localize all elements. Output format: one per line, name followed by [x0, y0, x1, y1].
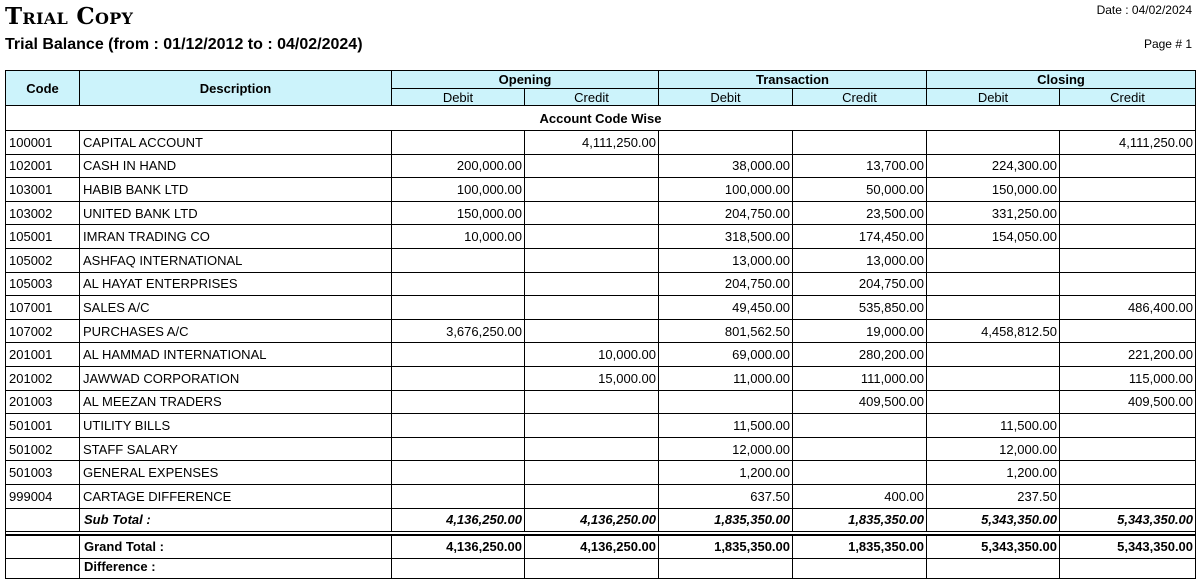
- cell-opening-debit: 100,000.00: [392, 178, 525, 202]
- cell-transaction-debit: 13,000.00: [659, 248, 793, 272]
- cell-transaction-credit: 50,000.00: [793, 178, 927, 202]
- cell-opening-debit: [392, 366, 525, 390]
- cell-transaction-credit: 204,750.00: [793, 272, 927, 296]
- cell-transaction-debit: 204,750.00: [659, 272, 793, 296]
- col-header-opening-credit: Credit: [525, 89, 659, 106]
- cell-opening-debit: [392, 437, 525, 461]
- cell-opening-credit: [525, 272, 659, 296]
- grand-total-row-code-cell: [6, 535, 80, 559]
- cell-transaction-debit: 318,500.00: [659, 225, 793, 249]
- cell-transaction-debit: 637.50: [659, 484, 793, 508]
- col-header-transaction-debit: Debit: [659, 89, 793, 106]
- cell-opening-debit: [392, 272, 525, 296]
- grand-total-row-transaction-debit: 1,835,350.00: [659, 535, 793, 559]
- cell-closing-credit: [1060, 484, 1196, 508]
- cell-description: STAFF SALARY: [80, 437, 392, 461]
- cell-transaction-debit: 801,562.50: [659, 319, 793, 343]
- report-date: Date : 04/02/2024: [1096, 3, 1192, 17]
- cell-transaction-debit: [659, 131, 793, 155]
- page-number: Page # 1: [1143, 37, 1192, 51]
- cell-opening-debit: [392, 484, 525, 508]
- cell-closing-debit: 154,050.00: [927, 225, 1060, 249]
- cell-description: JAWWAD CORPORATION: [80, 366, 392, 390]
- cell-transaction-credit: [793, 437, 927, 461]
- cell-opening-credit: [525, 178, 659, 202]
- col-header-closing-debit: Debit: [927, 89, 1060, 106]
- group-header-opening: Opening: [392, 71, 659, 89]
- difference-row-transaction-credit: [793, 559, 927, 579]
- cell-opening-credit: 15,000.00: [525, 366, 659, 390]
- cell-code: 105003: [6, 272, 80, 296]
- col-header-description: Description: [80, 71, 392, 106]
- cell-transaction-credit: 13,700.00: [793, 154, 927, 178]
- cell-code: 103002: [6, 201, 80, 225]
- subtotal-row-label: Sub Total :: [80, 508, 392, 532]
- cell-opening-credit: [525, 248, 659, 272]
- subtotal-row-transaction-debit: 1,835,350.00: [659, 508, 793, 532]
- subtotal-row-closing-debit: 5,343,350.00: [927, 508, 1060, 532]
- col-header-opening-debit: Debit: [392, 89, 525, 106]
- col-header-closing-credit: Credit: [1060, 89, 1196, 106]
- cell-closing-credit: [1060, 154, 1196, 178]
- difference-row-transaction-debit: [659, 559, 793, 579]
- cell-code: 201003: [6, 390, 80, 414]
- cell-description: CARTAGE DIFFERENCE: [80, 484, 392, 508]
- difference-row-opening-credit: [525, 559, 659, 579]
- cell-opening-debit: [392, 131, 525, 155]
- cell-closing-credit: 409,500.00: [1060, 390, 1196, 414]
- grand-total-row-opening-credit: 4,136,250.00: [525, 535, 659, 559]
- cell-transaction-debit: 11,000.00: [659, 366, 793, 390]
- cell-code: 102001: [6, 154, 80, 178]
- subtotal-row-transaction-credit: 1,835,350.00: [793, 508, 927, 532]
- cell-opening-debit: [392, 414, 525, 438]
- cell-closing-debit: [927, 131, 1060, 155]
- cell-description: PURCHASES A/C: [80, 319, 392, 343]
- cell-code: 999004: [6, 484, 80, 508]
- cell-opening-debit: [392, 461, 525, 485]
- grand-total-row-closing-credit: 5,343,350.00: [1060, 535, 1196, 559]
- cell-opening-credit: [525, 225, 659, 249]
- cell-transaction-credit: 174,450.00: [793, 225, 927, 249]
- cell-opening-credit: 10,000.00: [525, 343, 659, 367]
- cell-closing-debit: [927, 248, 1060, 272]
- cell-closing-debit: [927, 343, 1060, 367]
- table-row: [6, 296, 1196, 320]
- cell-opening-debit: [392, 296, 525, 320]
- cell-description: HABIB BANK LTD: [80, 178, 392, 202]
- cell-code: 107001: [6, 296, 80, 320]
- table-row: [6, 484, 1196, 508]
- col-header-transaction-credit: Credit: [793, 89, 927, 106]
- cell-opening-debit: [392, 343, 525, 367]
- cell-closing-credit: 4,111,250.00: [1060, 131, 1196, 155]
- subtotal-row-code-cell: [6, 508, 80, 532]
- table-row: [6, 414, 1196, 438]
- cell-code: 501001: [6, 414, 80, 438]
- cell-closing-debit: 237.50: [927, 484, 1060, 508]
- cell-code: 105002: [6, 248, 80, 272]
- cell-closing-credit: [1060, 248, 1196, 272]
- cell-closing-credit: [1060, 178, 1196, 202]
- cell-opening-debit: [392, 390, 525, 414]
- subtotal-row-opening-debit: 4,136,250.00: [392, 508, 525, 532]
- cell-opening-credit: [525, 484, 659, 508]
- grand-total-row-closing-debit: 5,343,350.00: [927, 535, 1060, 559]
- table-row: [6, 272, 1196, 296]
- cell-description: AL HAYAT ENTERPRISES: [80, 272, 392, 296]
- cell-closing-debit: 11,500.00: [927, 414, 1060, 438]
- subtotal-row-closing-credit: 5,343,350.00: [1060, 508, 1196, 532]
- cell-description: GENERAL EXPENSES: [80, 461, 392, 485]
- cell-closing-debit: [927, 296, 1060, 320]
- cell-opening-debit: 10,000.00: [392, 225, 525, 249]
- cell-closing-debit: [927, 366, 1060, 390]
- table-row: [6, 201, 1196, 225]
- cell-opening-credit: [525, 461, 659, 485]
- cell-transaction-credit: 535,850.00: [793, 296, 927, 320]
- cell-closing-debit: 4,458,812.50: [927, 319, 1060, 343]
- cell-transaction-debit: 69,000.00: [659, 343, 793, 367]
- difference-row: [6, 559, 1196, 579]
- cell-description: UNITED BANK LTD: [80, 201, 392, 225]
- cell-closing-credit: [1060, 272, 1196, 296]
- table-row: [6, 461, 1196, 485]
- cell-code: 501002: [6, 437, 80, 461]
- table-row: [6, 248, 1196, 272]
- cell-transaction-credit: 19,000.00: [793, 319, 927, 343]
- grand-total-row: [6, 535, 1196, 559]
- cell-closing-credit: 221,200.00: [1060, 343, 1196, 367]
- cell-transaction-credit: 23,500.00: [793, 201, 927, 225]
- cell-opening-debit: 200,000.00: [392, 154, 525, 178]
- cell-opening-credit: [525, 296, 659, 320]
- cell-opening-credit: [525, 437, 659, 461]
- cell-transaction-credit: 280,200.00: [793, 343, 927, 367]
- cell-closing-credit: [1060, 201, 1196, 225]
- cell-description: SALES A/C: [80, 296, 392, 320]
- cell-transaction-credit: [793, 461, 927, 485]
- cell-closing-debit: 224,300.00: [927, 154, 1060, 178]
- cell-closing-debit: 331,250.00: [927, 201, 1060, 225]
- cell-opening-credit: 4,111,250.00: [525, 131, 659, 155]
- cell-description: IMRAN TRADING CO: [80, 225, 392, 249]
- subtotal-row-opening-credit: 4,136,250.00: [525, 508, 659, 532]
- cell-opening-credit: [525, 390, 659, 414]
- cell-closing-credit: [1060, 414, 1196, 438]
- grand-total-row-transaction-credit: 1,835,350.00: [793, 535, 927, 559]
- cell-closing-credit: [1060, 461, 1196, 485]
- cell-transaction-debit: 38,000.00: [659, 154, 793, 178]
- table-row: [6, 390, 1196, 414]
- cell-description: CASH IN HAND: [80, 154, 392, 178]
- cell-transaction-debit: [659, 390, 793, 414]
- cell-description: AL HAMMAD INTERNATIONAL: [80, 343, 392, 367]
- difference-row-opening-debit: [392, 559, 525, 579]
- table-row: [6, 225, 1196, 249]
- cell-closing-credit: 115,000.00: [1060, 366, 1196, 390]
- cell-transaction-debit: 11,500.00: [659, 414, 793, 438]
- cell-transaction-credit: 400.00: [793, 484, 927, 508]
- cell-closing-debit: [927, 390, 1060, 414]
- cell-closing-debit: 12,000.00: [927, 437, 1060, 461]
- group-header-transaction: Transaction: [659, 71, 927, 89]
- cell-closing-debit: 150,000.00: [927, 178, 1060, 202]
- cell-opening-debit: [392, 248, 525, 272]
- cell-code: 103001: [6, 178, 80, 202]
- cell-opening-credit: [525, 154, 659, 178]
- cell-opening-debit: 150,000.00: [392, 201, 525, 225]
- table-row: [6, 319, 1196, 343]
- difference-row-label: Difference :: [80, 559, 392, 579]
- cell-closing-credit: [1060, 225, 1196, 249]
- table-row: [6, 343, 1196, 367]
- report-subtitle: Trial Balance (from : 01/12/2012 to : 04/02/2024): [5, 36, 363, 53]
- cell-description: AL MEEZAN TRADERS: [80, 390, 392, 414]
- col-header-code: Code: [6, 71, 80, 106]
- cell-code: 107002: [6, 319, 80, 343]
- cell-code: 100001: [6, 131, 80, 155]
- section-label: Account Code Wise: [6, 106, 1196, 131]
- report-title: Trial Copy: [5, 3, 134, 30]
- cell-transaction-credit: 111,000.00: [793, 366, 927, 390]
- cell-code: 201001: [6, 343, 80, 367]
- cell-closing-credit: [1060, 319, 1196, 343]
- cell-transaction-credit: [793, 131, 927, 155]
- table-row: [6, 131, 1196, 155]
- cell-transaction-debit: 204,750.00: [659, 201, 793, 225]
- cell-code: 105001: [6, 225, 80, 249]
- grand-total-row-opening-debit: 4,136,250.00: [392, 535, 525, 559]
- cell-closing-credit: 486,400.00: [1060, 296, 1196, 320]
- subtotal-row: [6, 508, 1196, 532]
- table-row: [6, 154, 1196, 178]
- cell-transaction-debit: 100,000.00: [659, 178, 793, 202]
- difference-row-closing-credit: [1060, 559, 1196, 579]
- difference-row-code-cell: [6, 559, 80, 579]
- table-row: [6, 437, 1196, 461]
- cell-closing-debit: [927, 272, 1060, 296]
- grand-total-row-label: Grand Total :: [80, 535, 392, 559]
- cell-transaction-debit: 49,450.00: [659, 296, 793, 320]
- cell-transaction-credit: [793, 414, 927, 438]
- cell-opening-debit: 3,676,250.00: [392, 319, 525, 343]
- cell-description: UTILITY BILLS: [80, 414, 392, 438]
- cell-closing-debit: 1,200.00: [927, 461, 1060, 485]
- cell-closing-credit: [1060, 437, 1196, 461]
- cell-opening-credit: [525, 319, 659, 343]
- cell-transaction-debit: 12,000.00: [659, 437, 793, 461]
- cell-description: CAPITAL ACCOUNT: [80, 131, 392, 155]
- cell-transaction-credit: 13,000.00: [793, 248, 927, 272]
- cell-transaction-credit: 409,500.00: [793, 390, 927, 414]
- cell-opening-credit: [525, 201, 659, 225]
- cell-code: 501003: [6, 461, 80, 485]
- difference-row-closing-debit: [927, 559, 1060, 579]
- table-row: [6, 178, 1196, 202]
- cell-description: ASHFAQ INTERNATIONAL: [80, 248, 392, 272]
- table-row: [6, 366, 1196, 390]
- cell-code: 201002: [6, 366, 80, 390]
- trial-balance-table: [5, 70, 1196, 579]
- group-header-closing: Closing: [927, 71, 1196, 89]
- cell-transaction-debit: 1,200.00: [659, 461, 793, 485]
- cell-opening-credit: [525, 414, 659, 438]
